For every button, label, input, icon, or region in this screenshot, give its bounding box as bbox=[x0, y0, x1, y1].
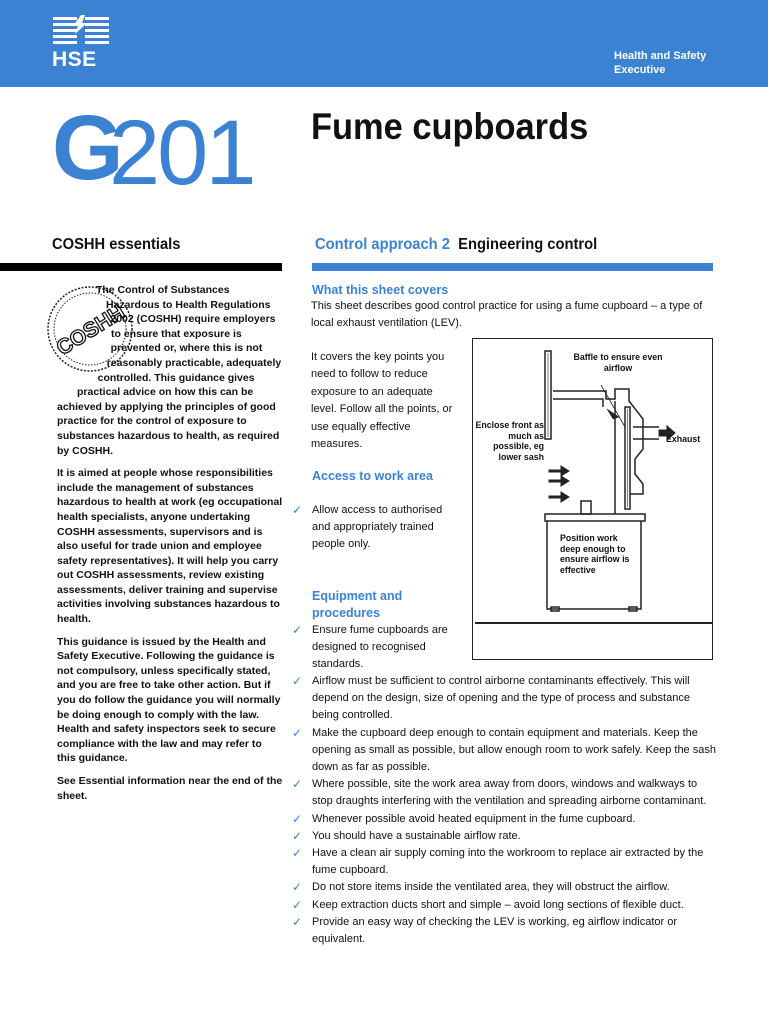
doc-code-letter: G bbox=[52, 97, 122, 199]
label-position: Position work deep enough to ensure airflow is effective bbox=[560, 533, 630, 575]
list-item: ✓ Airflow must be sufficient to control airborne contaminants effectively. This will depend on the design, size of opening and the type of process and substance being controlled. bbox=[292, 674, 690, 722]
equip-list bbox=[289, 673, 719, 948]
check-icon: ✓ bbox=[292, 846, 303, 861]
label-enclose: Enclose front as much as possible, eg lower sash bbox=[475, 420, 544, 462]
check-icon: ✓ bbox=[292, 777, 303, 792]
list-item: ✓ Allow access to authorised and appropriately trained people only. bbox=[292, 503, 443, 551]
check-icon: ✓ bbox=[292, 914, 303, 929]
check-icon: ✓ bbox=[292, 811, 303, 826]
list-item: ✓ Have a clean air supply coming into the workroom to replace air extracted by the fume cupboard. bbox=[292, 846, 704, 877]
coshh-stamp-text: COSHH bbox=[52, 300, 130, 361]
access-heading: Access to work area bbox=[312, 469, 433, 483]
label-baffle: Baffle to ensure even airflow bbox=[573, 352, 663, 373]
intro-text bbox=[57, 283, 283, 811]
list-item: ✓ Where possible, site the work area away from doors, windows and walkways to stop draughts interfering with the ventilation and spreading airborne contaminant. bbox=[292, 777, 707, 808]
org-full-line2: Executive bbox=[614, 64, 666, 76]
list-item: ✓ Make the cupboard deep enough to contain equipment and materials. Keep the opening as small as possible, but allow enough room to work safely. Keep the sash down as far as possible. bbox=[292, 725, 716, 774]
check-icon: ✓ bbox=[292, 623, 303, 637]
covers-text: It covers the key points you need to follow to reduce exposure to an adequate level. Follow all the points, or use equally effective measures. bbox=[311, 351, 453, 451]
list-item: ✓ You should have a sustainable airflow rate. bbox=[289, 828, 719, 845]
equip-heading: Equipment and procedures bbox=[312, 589, 403, 620]
fume-cupboard-illustration bbox=[473, 339, 714, 661]
check-icon: ✓ bbox=[292, 503, 303, 517]
org-full-line1: Health and Safety bbox=[614, 50, 707, 62]
left-heading: COSHH essentials bbox=[52, 236, 181, 253]
label-exhaust: Exhaust bbox=[666, 434, 701, 444]
what-heading: What this sheet covers bbox=[312, 283, 449, 297]
access-list bbox=[289, 502, 449, 554]
left-divider bbox=[0, 263, 282, 271]
check-icon: ✓ bbox=[292, 725, 303, 740]
intro-paragraph-3: This guidance is issued by the Health and Safety Executive. Following the guidance is not compulsory, unless specifically stated, and you are free to take other action. But if you do follow the guidance you will normally be doing enough to comply with the law. Health and safety inspectors seek to secure compliance with the law and may refer to this guidance. bbox=[57, 635, 281, 765]
doc-code-number-outline bbox=[109, 102, 269, 204]
doc-code-number bbox=[109, 104, 269, 209]
org-full-name bbox=[614, 49, 706, 77]
right-divider bbox=[312, 263, 713, 271]
intro-paragraph-2: It is aimed at people whose responsibilities include the management of substances hazardous to health at work (eg occupational health specialists, anyone undertaking COSHH assessments, supervisors and is also useful for trade union and employee safety representatives). It will help you carry out COSHH assessments, review existing assessments, deliver training and supervise activities involving substances hazardous to health. bbox=[57, 467, 283, 626]
control-approach-heading bbox=[315, 236, 597, 254]
check-icon: ✓ bbox=[292, 897, 303, 912]
list-item: ✓ Ensure fume cupboards are designed to recognised standards. bbox=[292, 623, 448, 671]
what-text: This sheet describes good control practice for using a fume cupboard – a type of local exhaust ventilation (LEV). bbox=[311, 300, 703, 330]
equip-first-list bbox=[289, 622, 449, 674]
check-icon: ✓ bbox=[292, 880, 303, 895]
approach-label: Control approach 2 bbox=[315, 236, 450, 253]
intro-paragraph-4: See Essential information near the end of the sheet. bbox=[57, 775, 283, 802]
hse-logo-text: HSE bbox=[52, 48, 97, 71]
approach-name: Engineering control bbox=[458, 236, 598, 253]
doc-code-number-text: 201 bbox=[109, 102, 254, 204]
check-icon: ✓ bbox=[292, 828, 303, 843]
header-banner bbox=[0, 0, 768, 87]
page-title: Fume cupboards bbox=[311, 106, 589, 147]
list-item: ✓ Provide an easy way of checking the LEV is working, eg airflow indicator or equivalent. bbox=[292, 914, 678, 946]
check-icon: ✓ bbox=[292, 674, 303, 688]
intro-paragraph-1: The Control of Substances Hazardous to Health Regulations 2002 (COSHH) require employers to ensure that exposure is prevented or, where this is not reasonably practicable, adequately controlled. This guidance gives practical advice on how this can be achieved by applying the principles of good practice for the control of exposure to substances hazardous to health, as required by COSHH. bbox=[57, 284, 282, 457]
list-item: ✓ Whenever possible avoid heated equipment in the fume cupboard. bbox=[289, 811, 719, 828]
list-item: ✓ Keep extraction ducts short and simple – avoid long sections of flexible duct. bbox=[289, 897, 719, 914]
fume-cupboard-diagram bbox=[472, 338, 713, 660]
list-item: ✓ Do not store items inside the ventilated area, they will obstruct the airflow. bbox=[289, 879, 719, 896]
